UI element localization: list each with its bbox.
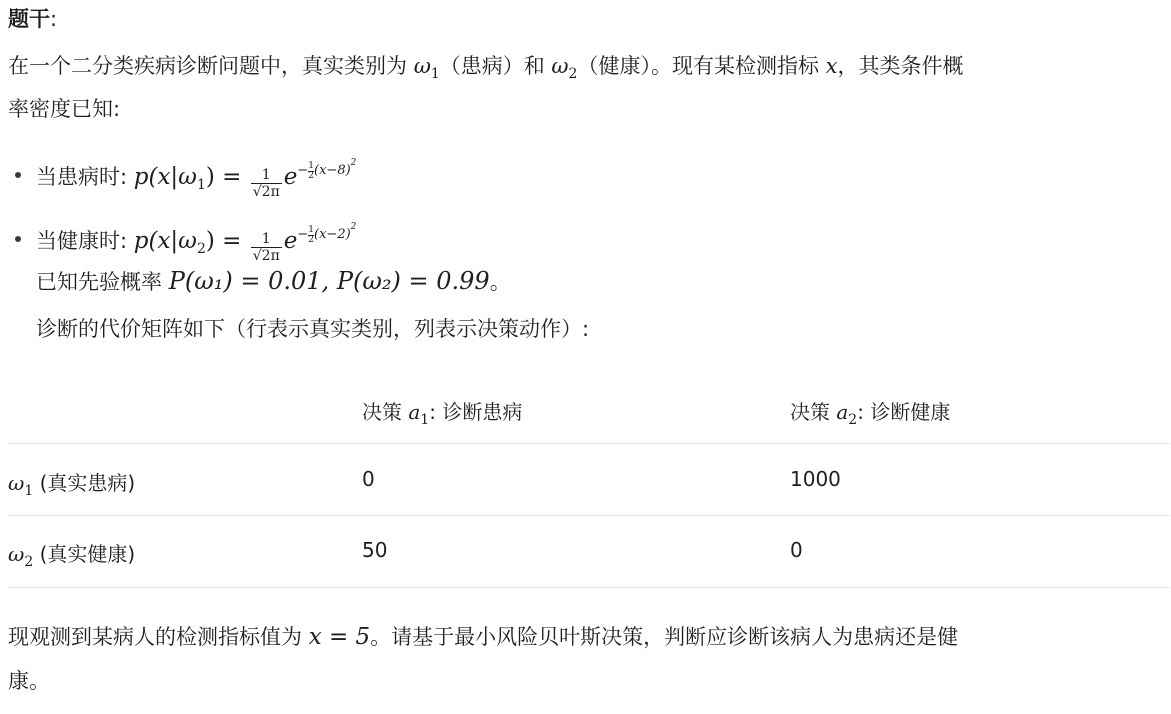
intro-line-1 (8, 50, 964, 82)
prior-label: 已知先验概率 (36, 270, 169, 294)
exp-base: e (283, 164, 298, 190)
header-var: a (836, 400, 849, 424)
fraction-denominator: √2π (252, 184, 280, 200)
header-pre: 决策 (790, 400, 837, 424)
intro-text-2: （患病）和 (439, 54, 552, 78)
fraction-denominator: √2π (252, 248, 280, 264)
intro-text-1: 在一个二分类疾病诊断问题中，真实类别为 (8, 54, 414, 78)
exponent-body: (x−8) (314, 163, 351, 178)
header-sub: 1 (420, 412, 430, 428)
half-fraction: $\frac{1}{2}$ (308, 225, 315, 245)
table-row-omega2 (8, 538, 135, 570)
fraction-numerator: 1 (251, 232, 282, 248)
row-sub: 2 (24, 554, 34, 570)
header-var: a (408, 400, 421, 424)
bullet-item-healthy (36, 222, 356, 264)
fraction (251, 168, 282, 200)
table-row-omega1 (8, 467, 135, 499)
header-sub: 2 (848, 412, 858, 428)
table-cell: 0 (362, 467, 375, 491)
prior-line (36, 266, 511, 296)
intro-line-2: 率密度已知: (8, 97, 121, 121)
row-label: (真实健康) (33, 542, 136, 566)
header-post: : 诊断患病 (429, 400, 523, 424)
fraction (251, 232, 282, 264)
row-var: ω (8, 542, 25, 566)
question-text-1: 现观测到某病人的检测指标值为 (8, 625, 309, 649)
header-pre: 决策 (362, 400, 409, 424)
pdf-rhs: ) = (205, 228, 249, 254)
bullet-label: 当患病时: (36, 165, 134, 189)
exponent-body: (x−2) (314, 227, 351, 242)
x-symbol: x (825, 54, 838, 78)
exponent-sign: − (297, 163, 309, 178)
table-header-a2 (790, 396, 950, 428)
question-text-2: 。请基于最小风险贝叶斯决策，判断应诊断该病人为患病还是健 (370, 625, 959, 649)
table-cell: 1000 (790, 467, 841, 491)
exponent-square: 2 (350, 158, 357, 168)
header-post: : 诊断健康 (857, 400, 951, 424)
omega1-symbol: ω (413, 54, 431, 78)
table-cell: 0 (790, 538, 803, 562)
question-line-1 (8, 621, 958, 651)
bullet-dot (15, 236, 21, 242)
fraction-numerator: 1 (251, 168, 282, 184)
pdf-sub: 1 (196, 177, 206, 193)
exponent (297, 158, 357, 181)
exp-base: e (283, 228, 298, 254)
heading (8, 3, 57, 33)
pdf-lhs: p(x|ω (133, 164, 197, 190)
cost-intro: 诊断的代价矩阵如下（行表示真实类别，列表示决策动作）: (36, 317, 590, 341)
table-header-a1 (362, 396, 522, 428)
omega2-symbol: ω (551, 54, 569, 78)
bullet-dot (15, 172, 21, 178)
question-formula: x = 5 (308, 624, 371, 650)
omega1-sub: 1 (430, 66, 440, 82)
table-divider (8, 515, 1170, 516)
exponent-square: 2 (350, 222, 357, 232)
row-var: ω (8, 471, 25, 495)
row-label: (真实患病) (33, 471, 136, 495)
prior-formula: P(ω₁) = 0.01, P(ω₂) = 0.99 (168, 267, 490, 295)
question-line-2: 康。 (8, 669, 50, 693)
prior-end: 。 (489, 270, 511, 294)
pdf-lhs: p(x|ω (133, 228, 197, 254)
heading-label: 题干 (8, 7, 50, 31)
exponent (297, 222, 357, 245)
exponent-sign: − (297, 227, 309, 242)
table-divider (8, 443, 1170, 444)
heading-colon: : (50, 7, 58, 31)
row-sub: 1 (24, 483, 34, 499)
intro-text-4: ，其类条件概 (837, 54, 964, 78)
bullet-item-sick (36, 158, 356, 200)
omega2-sub: 2 (568, 66, 578, 82)
pdf-sub: 2 (196, 241, 206, 257)
bullet-label: 当健康时: (36, 229, 134, 253)
pdf-rhs: ) = (205, 164, 249, 190)
half-fraction: $\frac{1}{2}$ (308, 161, 315, 181)
intro-text-3: （健康）。现有某检测指标 (577, 54, 826, 78)
table-divider (8, 587, 1170, 588)
table-cell: 50 (362, 538, 388, 562)
